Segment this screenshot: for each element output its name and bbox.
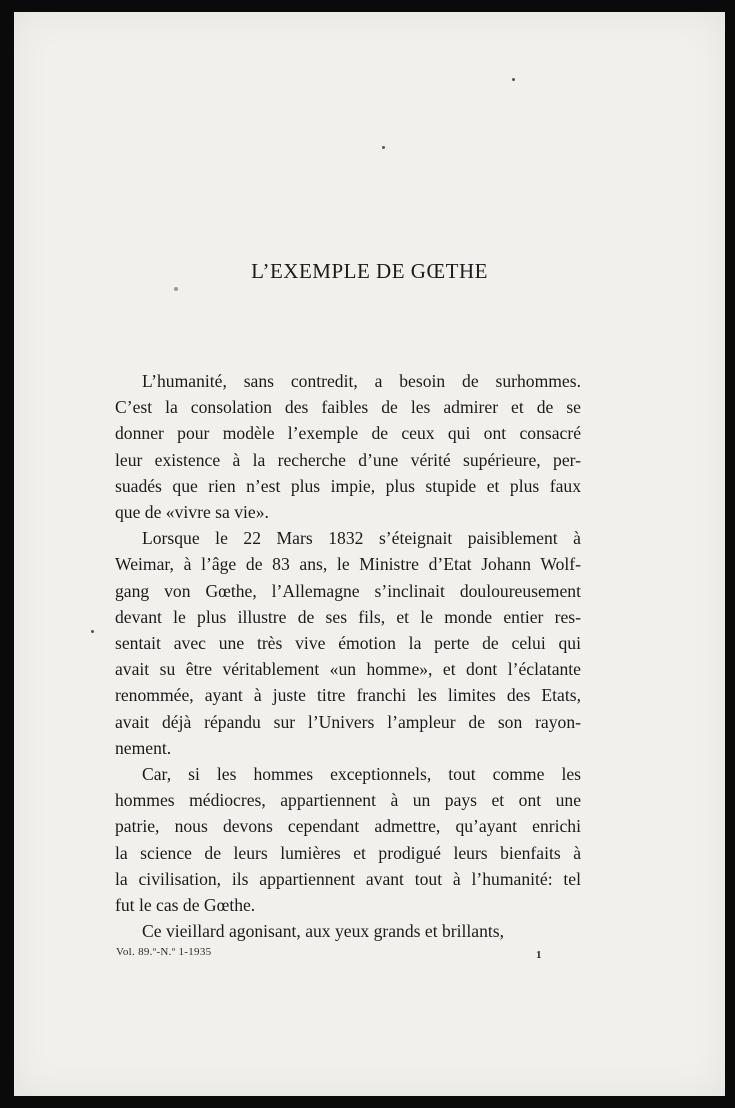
text-line: L’humanité, sans contredit, a besoin de surhommes. — [142, 371, 581, 391]
text-line: la civilisation, ils appartiennent avant tout à l’humanité: tel — [115, 868, 581, 889]
ink-speck — [512, 78, 515, 81]
text-line: renommée, ayant à juste titre franchi les limites des Etats, — [115, 685, 581, 706]
text-line: hommes médiocres, appartiennent à un pays et ont une — [115, 790, 581, 811]
text-line: Weimar, à l’âge de 83 ans, le Ministre d’Etat Johann Wolf- — [115, 554, 581, 575]
paragraph — [115, 918, 581, 944]
text-line: Ce vieillard agonisant, aux yeux grands et brillants, — [142, 921, 505, 942]
text-line: leur existence à la recherche d’une vérité supérieure, per- — [115, 449, 581, 470]
paragraph — [115, 368, 581, 525]
page-title: L’EXEMPLE DE GŒTHE — [251, 259, 488, 283]
text-line: fut le cas de Gœthe. — [115, 895, 256, 916]
body-text — [115, 368, 581, 944]
text-line: Lorsque le 22 Mars 1832 s’éteignait paisiblement à — [142, 528, 581, 549]
text-line: devant le plus illustre de ses fils, et le monde entier res- — [115, 606, 581, 627]
ink-speck — [174, 287, 178, 291]
text-line: suadés que rien n’est plus impie, plus stupide et plus faux — [115, 475, 581, 496]
ink-speck — [382, 146, 385, 149]
paragraph — [115, 761, 581, 918]
page-number: 1 — [536, 949, 542, 961]
text-line: Car, si les hommes exceptionnels, tout comme les — [142, 764, 581, 785]
text-line: C’est la consolation des faibles de les admirer et de se — [115, 397, 581, 418]
text-line: avait déjà répandu sur l’Univers l’ampleur de son rayon- — [115, 711, 581, 732]
text-line: donner pour modèle l’exemple de ceux qui ont consacré — [115, 423, 581, 444]
text-line: sentait avec une très vive émotion la perte de celui qui — [115, 633, 581, 654]
text-line: la science de leurs lumières et prodigué leurs bienfaits à — [115, 842, 581, 863]
text-line: nement. — [115, 737, 172, 758]
volume-footer: Vol. 89.º-N.º 1-1935 — [116, 946, 212, 958]
text-line: gang von Gœthe, l’Allemagne s’inclinait douloureusement — [115, 580, 581, 601]
ink-speck — [91, 630, 94, 633]
paragraph — [115, 525, 581, 761]
text-line: patrie, nous devons cependant admettre, qu’ayant enrichi — [115, 816, 581, 837]
text-line: que de «vivre sa vie». — [115, 502, 269, 523]
text-line: avait su être véritablement «un homme», et dont l’éclatante — [115, 659, 581, 680]
document-page — [14, 12, 725, 1096]
